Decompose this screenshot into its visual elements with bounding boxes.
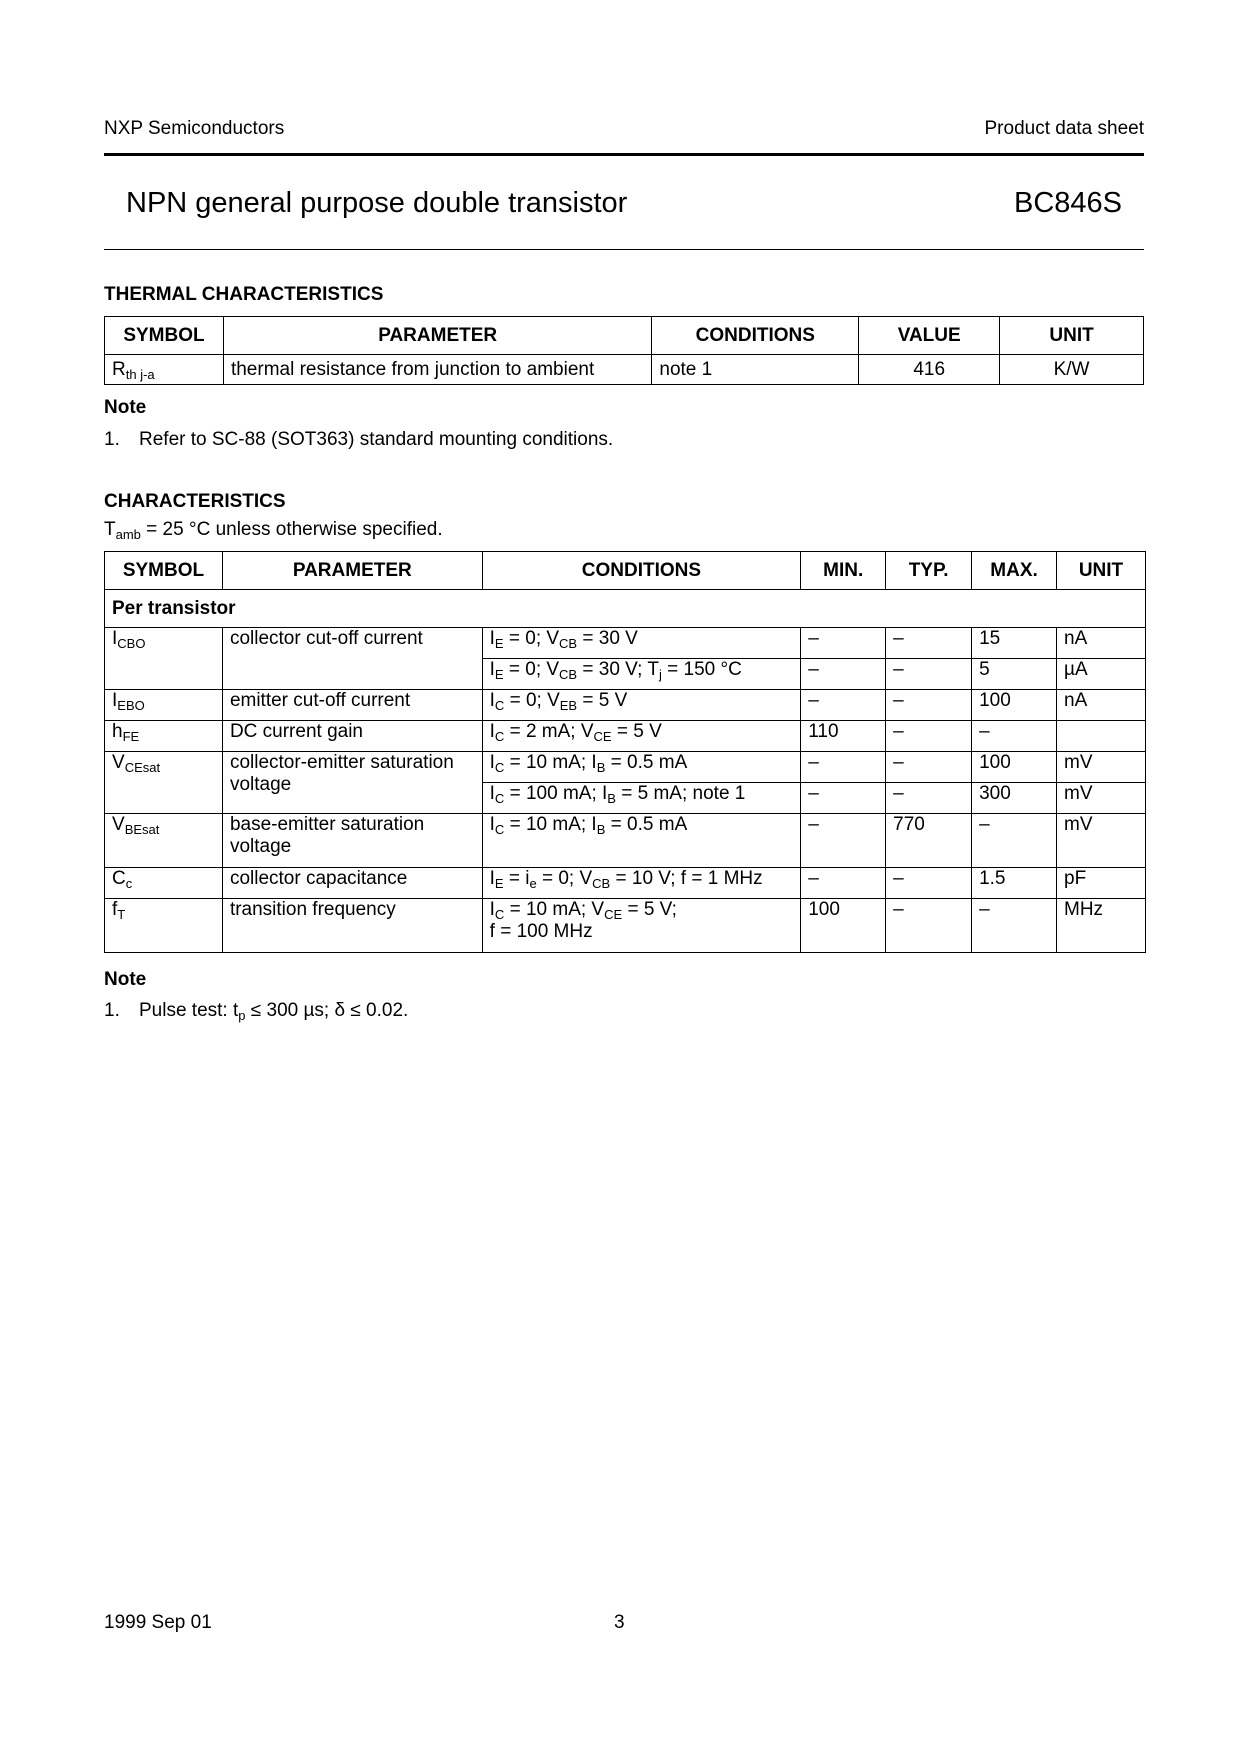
min-cell: – [801,814,886,868]
typ-cell: 770 [886,814,972,868]
thermal-conditions: note 1 [652,355,859,385]
characteristics-header-row [105,552,1146,590]
conditions-cell: $I_C = 10$ mA; $I_B = 0.5$ mA [482,814,801,868]
min-cell: – [801,752,886,783]
unit-cell: nA [1057,628,1146,659]
thermal-header-row [105,317,1144,355]
typ-cell: – [886,721,972,752]
header-rule [104,153,1144,156]
characteristics-table [104,551,1146,953]
page-number: 3 [614,1612,625,1633]
max-cell: 15 [972,628,1057,659]
conditions-cell: $I_C = 0$; $V_{EB} = 5$ V [482,690,801,721]
symbol-cell: $h_{FE}$ [105,721,223,752]
typ-cell: – [886,868,972,899]
typ-cell: – [886,899,972,953]
typ-cell: – [886,690,972,721]
unit-cell: nA [1057,690,1146,721]
parameter-cell: emitter cut-off current [222,690,482,721]
typ-cell: – [886,628,972,659]
thermal-parameter: thermal resistance from junction to ambient [223,355,651,385]
thermal-note-number: 1. [104,429,120,450]
company-name: NXP Semiconductors [104,118,285,139]
table-row [105,721,1146,752]
symbol-cell: $V_{BEsat}$ [105,814,223,868]
unit-cell: mV [1057,814,1146,868]
unit-cell: mV [1057,752,1146,783]
col-conditions: CONDITIONS [482,552,801,590]
min-cell: – [801,783,886,814]
col-unit: UNIT [1057,552,1146,590]
parameter-cell: collector-emitter saturation voltage [222,752,482,814]
thermal-row [105,355,1144,385]
title-rule [104,249,1144,250]
thermal-value: 416 [859,355,1000,385]
thermal-note-heading: Note [104,397,147,418]
table-row [105,628,1146,659]
thermal-note-text: Refer to SC-88 (SOT363) standard mounting conditions. [139,429,614,450]
thermal-heading: THERMAL CHARACTERISTICS [104,284,384,305]
unit-cell: µA [1057,659,1146,690]
min-cell: – [801,868,886,899]
conditions-cell: $I_C = 2$ mA; $V_{CE} = 5$ V [482,721,801,752]
characteristics-note-number: 1. [104,1000,120,1021]
unit-cell: mV [1057,783,1146,814]
symbol-cell: $C_c$ [105,868,223,899]
thermal-symbol: $R_{th j-a}$ [105,355,224,385]
typ-cell: – [886,659,972,690]
typ-cell: – [886,783,972,814]
conditions-cell: $I_C = 100$ mA; $I_B = 5$ mA; note 1 [482,783,801,814]
col-unit: UNIT [1000,317,1144,355]
parameter-cell: transition frequency [222,899,482,953]
max-cell: – [972,721,1057,752]
characteristics-note-text: Pulse test: $t_p \le 300$ µs; δ ≤ 0.02. [139,1000,409,1023]
thermal-unit: K/W [1000,355,1144,385]
symbol-cell: $V_{CEsat}$ [105,752,223,814]
product-description: NPN general purpose double transistor [126,187,628,219]
unit-cell: MHz [1057,899,1146,953]
table-row [105,752,1146,783]
min-cell: – [801,628,886,659]
typ-cell: – [886,752,972,783]
max-cell: 100 [972,690,1057,721]
document-type: Product data sheet [984,118,1144,139]
table-row [105,899,1146,953]
min-cell: 100 [801,899,886,953]
symbol-cell: $I_{EBO}$ [105,690,223,721]
min-cell: – [801,659,886,690]
characteristics-heading: CHARACTERISTICS [104,491,286,512]
conditions-cell: $I_C = 10$ mA; $I_B = 0.5$ mA [482,752,801,783]
parameter-cell: collector cut-off current [222,628,482,690]
conditions-cell: $I_E = 0$; $V_{CB} = 30$ V; $T_j = 150$ °C [482,659,801,690]
max-cell: 5 [972,659,1057,690]
table-row [105,690,1146,721]
characteristics-note-heading: Note [104,969,147,990]
col-value: VALUE [859,317,1000,355]
max-cell: 300 [972,783,1057,814]
thermal-table [104,316,1144,385]
col-min: MIN. [801,552,886,590]
parameter-cell: base-emitter saturation voltage [222,814,482,868]
parameter-cell: collector capacitance [222,868,482,899]
col-symbol: SYMBOL [105,552,223,590]
unit-cell: pF [1057,868,1146,899]
parameter-cell: DC current gain [222,721,482,752]
min-cell: 110 [801,721,886,752]
col-max: MAX. [972,552,1057,590]
max-cell: 100 [972,752,1057,783]
group-label: Per transistor [105,590,1146,628]
unit-cell [1057,721,1146,752]
col-symbol: SYMBOL [105,317,224,355]
max-cell: 1.5 [972,868,1057,899]
characteristics-subheading: $T_{amb} = 25$ °C unless otherwise specified. [104,519,443,542]
table-row [105,814,1146,868]
col-conditions: CONDITIONS [652,317,859,355]
col-parameter: PARAMETER [222,552,482,590]
conditions-cell: $I_C = 10$ mA; $V_{CE} = 5$ V; f = 100 MHz [482,899,801,953]
min-cell: – [801,690,886,721]
footer-date: 1999 Sep 01 [104,1612,212,1633]
col-typ: TYP. [886,552,972,590]
conditions-cell: $I_E = 0$; $V_{CB} = 30$ V [482,628,801,659]
conditions-cell: $I_E = i_e = 0$; $V_{CB} = 10$ V; f = 1 MHz [482,868,801,899]
col-parameter: PARAMETER [223,317,651,355]
table-row [105,868,1146,899]
group-row [105,590,1146,628]
part-number: BC846S [1013,187,1122,219]
max-cell: – [972,814,1057,868]
symbol-cell: $I_{CBO}$ [105,628,223,690]
max-cell: – [972,899,1057,953]
symbol-cell: $f_T$ [105,899,223,953]
